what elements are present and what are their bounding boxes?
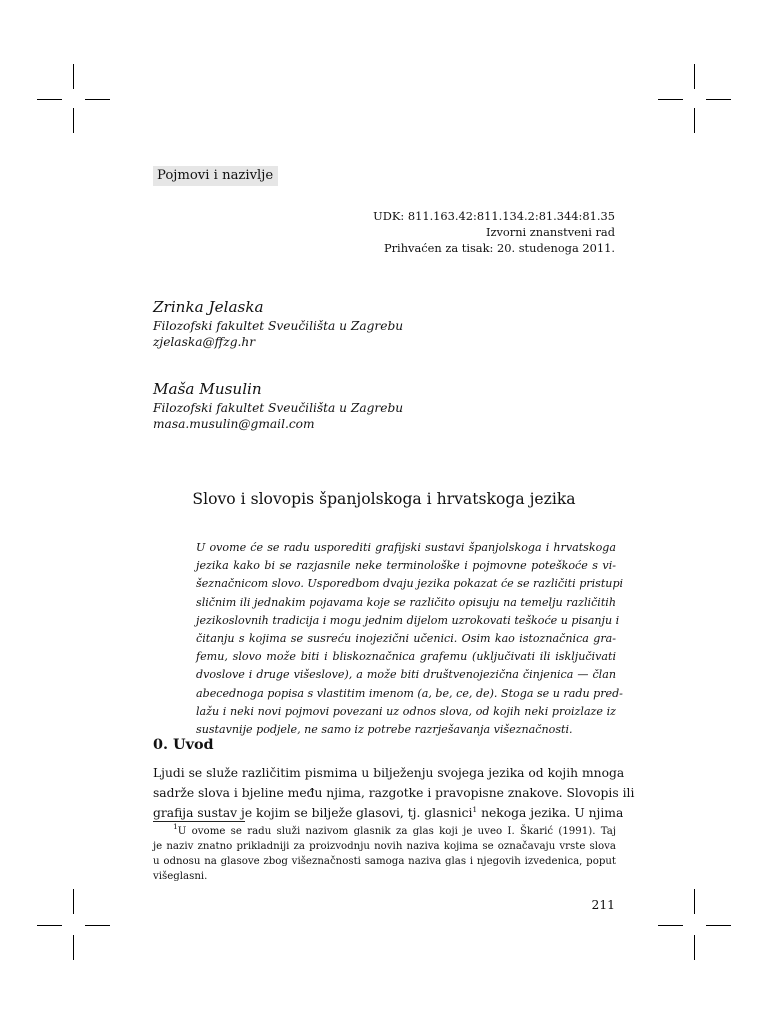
crop-mark bbox=[73, 108, 74, 133]
body-text-segment: nekoga jezika. U njima bbox=[477, 806, 624, 820]
author-affiliation: Filozofski fakultet Sveučilišta u Zagrebu bbox=[153, 401, 404, 415]
author-name: Zrinka Jelaska bbox=[153, 298, 264, 316]
section-label: Pojmovi i nazivlje bbox=[153, 166, 278, 186]
crop-mark bbox=[37, 925, 62, 926]
crop-mark bbox=[694, 889, 695, 914]
abstract-line: lažu i neki novi pojmovi povezani uz odnos slova, od kojih neki proizlaze iz bbox=[196, 704, 616, 718]
body-line: Ljudi se služe različitim pismima u bilježenju svojega jezika od kojih mnoga bbox=[153, 766, 625, 780]
author-email: masa.musulin@gmail.com bbox=[153, 417, 315, 431]
abstract-line: šeznačnicom slovo. Usporedbom dvaju jezika pokazat će se različiti pristupi bbox=[196, 577, 624, 591]
abstract-line: U ovome će se radu usporediti grafijski sustavi španjolskoga i hrvatskoga bbox=[196, 541, 616, 554]
author-email: zjelaska@ffzg.hr bbox=[153, 335, 256, 349]
udk-code: UDK: 811.163.42:811.134.2:81.344:81.35 bbox=[373, 209, 615, 223]
abstract-line: jezika kako bi se razjasnile neke terminološke i pojmovne poteškoće s vi- bbox=[196, 559, 616, 573]
footnote-marker: 1 bbox=[173, 822, 178, 831]
crop-mark bbox=[73, 935, 74, 960]
abstract-line: dvoslove i druge višeslove), a može biti društvenojezična činjenica — član bbox=[196, 668, 616, 682]
abstract-line: abecednoga popisa s vlastitim imenom (a, be, ce, de). Stoga se u radu pred- bbox=[196, 686, 623, 700]
crop-mark bbox=[694, 64, 695, 89]
crop-mark bbox=[37, 99, 62, 100]
abstract-line: femu, slovo može biti i bliskoznačnica grafemu (uključivati ili isključivati bbox=[196, 650, 616, 664]
acceptance-date: Prihvaćen za tisak: 20. studenoga 2011. bbox=[383, 241, 615, 255]
author-name: Maša Musulin bbox=[153, 380, 262, 398]
section-heading: 0. Uvod bbox=[153, 736, 214, 753]
footnote-line: u odnosu na glasove zbog višeznačnosti samoga naziva glas i njegovih izvedenica, poput bbox=[153, 856, 616, 867]
crop-mark bbox=[73, 889, 74, 914]
crop-mark bbox=[694, 108, 695, 133]
crop-mark bbox=[706, 99, 731, 100]
crop-mark bbox=[85, 925, 110, 926]
abstract-line: čitanju s kojima se susreću inojezični učenici. Osim kao istoznačnica gra- bbox=[196, 632, 616, 646]
body-line: sadrže slova i bjeline među njima, razgotke i pravopisne znakove. Slovopis ili bbox=[153, 786, 635, 800]
article-meta bbox=[373, 208, 615, 256]
body-paragraph bbox=[153, 763, 635, 823]
abstract-line: sustavnije podjele, ne samo iz potrebe razrješavanja višeznačnosti. bbox=[196, 723, 573, 737]
crop-mark bbox=[694, 935, 695, 960]
author-affiliation: Filozofski fakultet Sveučilišta u Zagrebu bbox=[153, 319, 404, 333]
crop-mark bbox=[658, 925, 683, 926]
paper-type: Izvorni znanstveni rad bbox=[485, 225, 615, 239]
footnote-text: U ovome se radu služi nazivom glasnik za glas koji je uveo I. Škarić (1991). Taj bbox=[177, 826, 616, 837]
crop-mark bbox=[658, 99, 683, 100]
footnote-line bbox=[153, 824, 616, 839]
footnote-rule bbox=[153, 821, 245, 822]
footnote-line: višeglasni. bbox=[153, 871, 208, 882]
body-line bbox=[153, 803, 624, 823]
crop-mark bbox=[73, 64, 74, 89]
footnote bbox=[153, 824, 616, 884]
crop-mark bbox=[706, 925, 731, 926]
author-block bbox=[153, 378, 403, 432]
abstract bbox=[196, 539, 624, 739]
footnote-reference[interactable]: 1 bbox=[472, 805, 478, 814]
author-block bbox=[153, 296, 403, 350]
paper-title: Slovo i slovopis španjolskoga i hrvatskoga jezika bbox=[192, 490, 576, 508]
footnote-line: je naziv znatno prikladniji za proizvodnju novih naziva kojima se označavaju vrste slova bbox=[153, 841, 616, 852]
crop-mark bbox=[85, 99, 110, 100]
body-text-segment: grafija sustav je kojim se bilježe glasovi, tj. glasnici bbox=[153, 806, 473, 820]
abstract-line: jezikoslovnih tradicija i mogu jednim dijelom uzrokovati teškoće u pisanju i bbox=[196, 613, 620, 627]
page-number: 211 bbox=[591, 898, 615, 912]
abstract-line: sličnim ili jednakim pojavama koje se različito opisuju na temelju različitih bbox=[196, 595, 616, 609]
